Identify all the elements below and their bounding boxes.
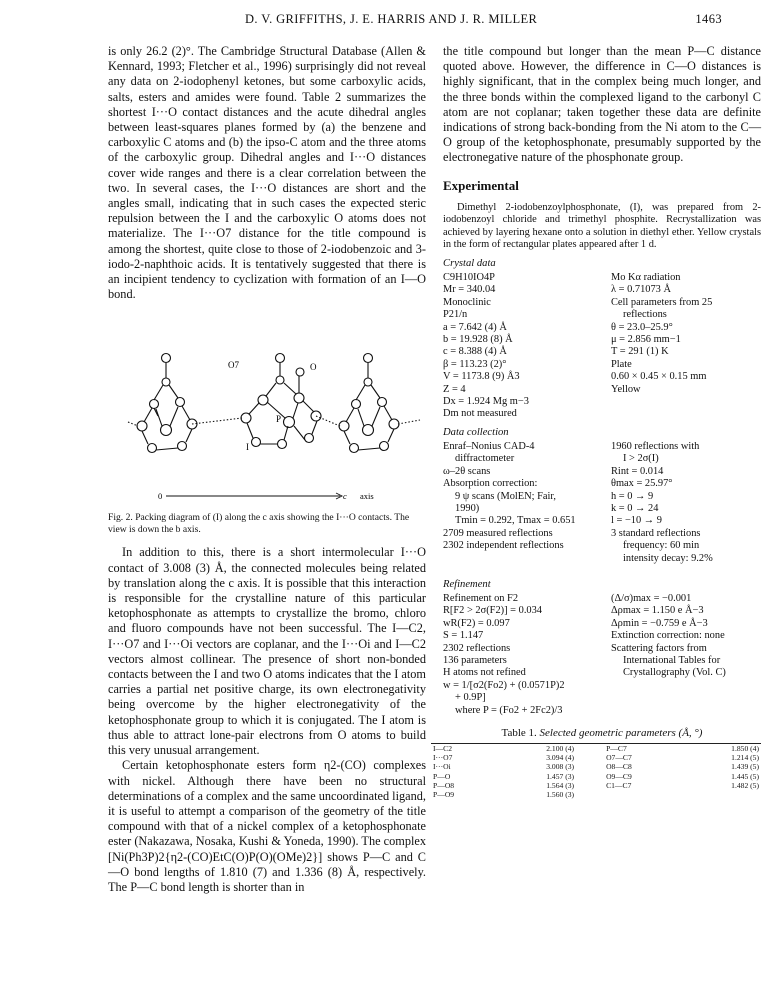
label-i: I — [246, 442, 249, 453]
table-cell-bond: I···O7 — [433, 753, 453, 763]
refinement-left-line: where P = (Fo2 + 2Fc2)/3 — [455, 704, 563, 716]
refinement-left-line: w = 1/[σ2(Fo2) + (0.0571P)2 — [443, 679, 565, 691]
table-cell-bond — [604, 790, 680, 799]
table-cell-bond: P—O9 — [433, 790, 455, 800]
crystal-left-line: C9H10IO4P — [443, 272, 495, 283]
collection-right-line: h = 0 → 9 — [611, 490, 654, 502]
table-cell-bond: O7—C7 — [606, 753, 632, 763]
data-collection-left — [443, 441, 603, 565]
refinement-right-line: Δρmax = 1.150 e Å−3 — [611, 605, 704, 617]
table-cell-value: 1.457 (3) — [546, 771, 575, 781]
crystal-data-right — [611, 272, 761, 421]
crystal-data-heading: Crystal data — [443, 258, 496, 269]
collection-right-line: Rint = 0.014 — [611, 465, 664, 477]
collection-right-line: 1960 reflections with — [611, 440, 700, 452]
axis-origin-label: 0 — [158, 491, 163, 502]
paragraph-nickel: Certain ketophosphonate esters form η2-(CO) complexes with nickel. Although there have been no structural determinations of a complex and the same uncoordinated ligand, it is useful to attempt a comparison of the geometry of the title compound with that of a nickel complex of a ketophosphonate ester (Nakazawa, Nosaka, Kushi & Yoneda, 1990). The complex [Ni(Ph3P)2{η2-(CO)EtC(O)P(O)(OMe)2}] shows P—C and C—O bond lengths of 1.810 (7) and 1.336 (8) Å, respectively. The P—C bond length is shorter than in — [108, 758, 426, 894]
table-spacer — [576, 744, 604, 753]
crystal-left-line: Monoclinic — [443, 296, 491, 308]
table-1-title — [443, 727, 761, 739]
axis-c-label: c — [343, 491, 347, 502]
geometric-parameters-table — [431, 744, 761, 799]
table-row — [431, 753, 761, 762]
table-cell-value: 1.439 (5) — [731, 762, 759, 772]
collection-right-line: frequency: 60 min — [623, 540, 700, 552]
running-head-authors: D. V. GRIFFITHS, J. E. HARRIS AND J. R. MILLER — [245, 12, 538, 26]
label-p: P — [276, 414, 282, 425]
table-cell-value: 2.100 (4) — [546, 744, 575, 753]
data-collection-heading: Data collection — [443, 426, 509, 438]
table-cell-value: 1.560 (3) — [546, 790, 575, 800]
data-collection-right — [611, 441, 761, 565]
table-cell-value: 1.482 (5) — [731, 780, 759, 790]
refinement-right-line: Scattering factors from — [611, 642, 707, 654]
table-cell-bond: P—C7 — [606, 744, 627, 753]
collection-left-line: Tmin = 0.292, Tmax = 0.651 — [455, 515, 576, 527]
crystal-right-line: 0.60 × 0.45 × 0.15 mm — [611, 371, 707, 383]
refinement-left — [443, 593, 603, 717]
table-row — [431, 772, 761, 781]
refinement-heading: Refinement — [443, 578, 491, 590]
collection-right-line: intensity decay: 9.2% — [623, 552, 713, 564]
table-cell-bond: P—O8 — [433, 780, 455, 790]
collection-right-line: 3 standard reflections — [611, 527, 701, 539]
refinement-right-line: Extinction correction: none — [611, 630, 725, 642]
table-row — [431, 762, 761, 771]
molecule-2 — [241, 354, 321, 449]
collection-left-line: 2709 measured reflections — [443, 527, 553, 539]
molecule-1 — [137, 354, 197, 453]
table-cell-value — [680, 790, 761, 799]
table-cell-bond: I—C2 — [433, 744, 452, 753]
paragraph-continuation: is only 26.2 (2)°. The Cambridge Structural Database (Allen & Kennard, 1993; Fletcher et al., 1996) surprisingly did not reveal any data on 2-iodophenyl ketones, but some carboxylic acids, salts, esters and amides were found. Table 2 summarizes the shortest I···O contact distances and the acute dihedral angles between least-squares planes formed by (a) the benzene and carboxylic C atoms and (b) the ipso-C atom and the three atoms of the carboxylic group. Dihedral angles and I···O distances cover wide ranges and there is a clear correlation between the two. In several cases, the I···O distances are short and the angles small, indicating that in such cases the expected steric repulsion between the I and the carboxylic O atoms does not materialize. The I···O7 distance for the title compound is among the shortest, quite close to those of 2-iodobenzoic and 3-iodo-2-naphthoic acids. It is tentatively suggested that there is an incipient tendency to cyclization with formation of an I—O bond. — [108, 44, 426, 302]
crystal-right-line: Plate — [611, 358, 632, 370]
table-spacer — [576, 762, 604, 771]
table-row — [431, 781, 761, 790]
crystal-left-line: β = 113.23 (2)° — [443, 358, 507, 370]
refinement-right-line: Δρmin = −0.759 e Å−3 — [611, 617, 708, 629]
crystal-left-line: b = 19.928 (8) Å — [443, 334, 513, 346]
label-o7: O7 — [228, 360, 239, 371]
refinement-right-line: International Tables for — [623, 654, 721, 666]
crystal-right-line: λ = 0.71073 Å — [611, 284, 671, 296]
table-row — [431, 790, 761, 799]
refinement-right — [611, 593, 761, 717]
collection-left-line: 9 ψ scans (MolEN; Fair, — [455, 490, 557, 502]
experimental-text: Dimethyl 2-iodobenzoylphosphonate, (I), was prepared from 2-iodobenzoyl chloride and trimethyl phosphite. Recrystallization was achieved by layering hexane onto a solution in diethyl ether. Yellow crystals in the form of rectangular plates appeared after 1 d. — [443, 201, 761, 251]
table-1-caption: Selected geometric parameters (Å, °) — [539, 727, 703, 739]
collection-left-line: Enraf–Nonius CAD-4 — [443, 440, 535, 452]
collection-left-line: 2302 independent reflections — [443, 540, 564, 552]
crystal-left-line: c = 8.388 (4) Å — [443, 346, 507, 358]
refinement-left-line: + 0.9P] — [455, 692, 486, 704]
collection-right-line: l = −10 → 9 — [611, 515, 662, 527]
table-cell-bond: C1—C7 — [606, 780, 632, 790]
molecule-3 — [339, 354, 399, 453]
crystal-right-line: Cell parameters from 25 — [611, 296, 713, 308]
crystal-left-line: Z = 4 — [443, 383, 466, 395]
crystal-left-line: P21/n — [443, 309, 468, 321]
packing-diagram-figure — [108, 312, 426, 508]
table-row — [431, 744, 761, 753]
figure-caption: Fig. 2. Packing diagram of (I) along the c axis showing the I···O contacts. The view is down the b axis. — [108, 512, 410, 535]
collection-left-line: ω–2θ scans — [443, 465, 491, 477]
data-collection-block — [443, 441, 761, 565]
table-cell-value: 3.008 (3) — [546, 762, 575, 772]
refinement-left-line: wR(F2) = 0.097 — [443, 617, 510, 629]
table-cell-value: 1.445 (5) — [731, 771, 759, 781]
refinement-block — [443, 593, 761, 717]
page-number: 1463 — [695, 12, 722, 26]
crystal-right-line: θ = 23.0–25.9° — [611, 321, 673, 333]
table-cell-bond: O9—C9 — [606, 771, 632, 781]
collection-right-line: θmax = 25.97° — [611, 478, 673, 490]
refinement-right-line: (Δ/σ)max = −0.001 — [611, 592, 692, 604]
crystal-right-line: reflections — [623, 309, 667, 321]
packing-diagram — [108, 312, 426, 508]
crystal-left-line: Dx = 1.924 Mg m−3 — [443, 396, 529, 408]
crystal-left-line: V = 1173.8 (9) Å3 — [443, 371, 520, 383]
crystal-right-line: μ = 2.856 mm−1 — [611, 334, 681, 346]
table-spacer — [576, 753, 604, 762]
refinement-left-line: S = 1.147 — [443, 630, 484, 642]
table-cell-value: 1.850 (4) — [731, 744, 759, 753]
table-cell-value: 1.564 (3) — [546, 780, 575, 790]
crystal-left-line: Mr = 340.04 — [443, 284, 496, 296]
crystal-right-line: Mo Kα radiation — [611, 272, 681, 283]
table-spacer — [576, 790, 604, 799]
collection-left-line: diffractometer — [455, 453, 515, 465]
table-spacer — [576, 772, 604, 781]
experimental-heading: Experimental — [443, 177, 519, 193]
table-cell-bond: I···Oi — [433, 762, 451, 772]
table-1-label: Table 1. — [501, 727, 537, 739]
paragraph-backbonding: the title compound but longer than the mean P—C distance quoted above. However, the difference in C—O distances is highly significant, that in the complex being much longer, and the three bonds within the complexed ligand to the carbonyl C atom are not coplanar; taken together these data are definite indications of strong back-bonding from the Ni atom to the C—O group of the ketophosphonate, presumably supported by the electronegative nature of the phosphonate group. — [443, 44, 761, 165]
refinement-left-line: Refinement on F2 — [443, 592, 519, 604]
table-cell-bond: O8—C8 — [606, 762, 632, 772]
axis-word-label: axis — [360, 491, 374, 502]
crystal-right-line: Yellow — [611, 383, 641, 395]
label-o: O — [310, 362, 317, 373]
table-cell-bond: P—O — [433, 771, 451, 781]
right-column — [433, 44, 761, 800]
collection-left-line: 1990) — [455, 502, 480, 514]
refinement-left-line: 136 parameters — [443, 654, 507, 666]
refinement-left-line: 2302 reflections — [443, 642, 511, 654]
left-column — [108, 44, 426, 895]
paragraph-intermolecular: In addition to this, there is a short intermolecular I···O contact of 3.008 (3) Å, the connected molecules being related by translation along the c axis. It is possible that this interaction is responsible for the crystalline nature of this particular ketophosphonate as attempts to crystallize the bromo, chloro and fluoro compounds have not been successful. The I—C2, I···O7 and I···Oi vectors are coplanar, and the I···Oi and I—C2 vectors almost collinear. The presence of short non-bonded contacts between the I and two O atoms indicates that the I atom carries a partial net positive charge, its own electronegativity being overcome by the higher electronegativity of the ketophosphonate group to which it is conjugated. The I atom is thus able to attract lone-pair electrons from O atoms to build this very unusual arrangement. — [108, 545, 426, 758]
collection-right-line: I > 2σ(I) — [623, 453, 659, 465]
crystal-data-block — [443, 272, 761, 421]
crystal-left-line: Dm not measured — [443, 408, 517, 420]
refinement-left-line: H atoms not refined — [443, 667, 526, 679]
refinement-right-line: Crystallography (Vol. C) — [623, 667, 726, 679]
refinement-left-line: R[F2 > 2σ(F2)] = 0.034 — [443, 605, 543, 617]
table-spacer — [576, 781, 604, 790]
crystal-left-line: a = 7.642 (4) Å — [443, 321, 507, 333]
crystal-data-left — [443, 272, 603, 421]
collection-left-line: Absorption correction: — [443, 478, 538, 490]
table-cell-value: 1.214 (5) — [731, 753, 759, 763]
collection-right-line: k = 0 → 24 — [611, 502, 659, 514]
table-cell-value: 3.094 (4) — [546, 753, 575, 763]
crystal-right-line: T = 291 (1) K — [611, 346, 669, 358]
